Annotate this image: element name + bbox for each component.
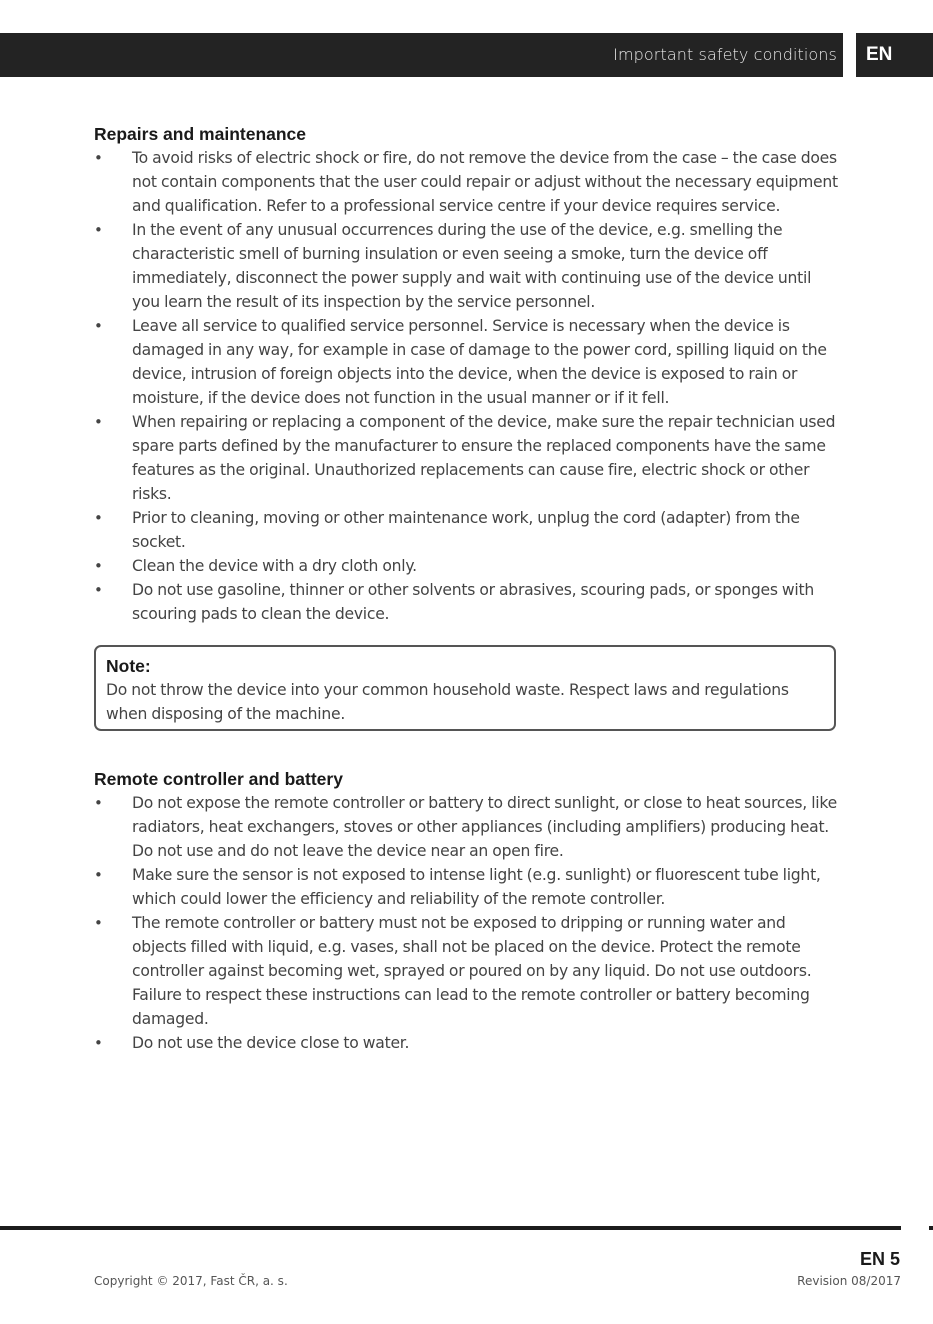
note-text: Do not throw the device into your common household waste. Respect laws and regulations when disposing of the machine. — [106, 681, 789, 723]
bullet-icon: • — [94, 413, 103, 431]
list-item-text: Leave all service to qualified service personnel. Service is necessary when the device is damaged in any way, for example in case of damage to the power cord, spilling liquid on the device, intrusion of foreign objects into the device, when the device is exposed to rain or moisture, if the device does not function in the usual manner or if it fell. — [132, 317, 827, 407]
bullet-icon: • — [94, 509, 103, 527]
list-item-text: Do not use gasoline, thinner or other solvents or abrasives, scouring pads, or sponges with scouring pads to clean the device. — [132, 581, 814, 623]
list-item — [94, 146, 839, 218]
list-item-text: Do not expose the remote controller or battery to direct sunlight, or close to heat sources, like radiators, heat exchangers, stoves or other appliances (including amplifiers) producing heat. Do not use and do not leave the device near an open fire. — [132, 794, 837, 860]
footer-divider — [0, 1226, 901, 1230]
list-item — [94, 554, 839, 578]
note-box — [94, 645, 836, 731]
list-item — [94, 911, 839, 1031]
list-item — [94, 314, 839, 410]
list-item-text: Make sure the sensor is not exposed to intense light (e.g. sunlight) or fluorescent tube light, which could lower the efficiency and reliability of the remote controller. — [132, 866, 821, 908]
bullet-icon: • — [94, 221, 103, 239]
page-number: EN 5 — [859, 1249, 900, 1269]
note-title: Note: — [106, 656, 151, 676]
section-remote — [94, 767, 839, 1055]
list-item — [94, 506, 839, 554]
section-repairs — [94, 122, 839, 626]
list-item-text: Clean the device with a dry cloth only. — [132, 557, 417, 575]
bullet-icon: • — [94, 149, 103, 167]
list-item — [94, 1031, 839, 1055]
header-bar — [0, 33, 843, 77]
list-item — [94, 791, 839, 863]
header-title: Important safety conditions — [613, 45, 837, 64]
bullet-icon: • — [94, 914, 103, 932]
bullet-icon: • — [94, 581, 103, 599]
list-item — [94, 863, 839, 911]
footer-edge-mark — [929, 1226, 933, 1230]
main-content — [94, 122, 839, 1055]
list-item-text: Prior to cleaning, moving or other maintenance work, unplug the cord (adapter) from the socket. — [132, 509, 800, 551]
language-label: EN — [866, 44, 893, 65]
section-heading-repairs: Repairs and maintenance — [94, 124, 307, 144]
list-item — [94, 578, 839, 626]
remote-list — [94, 791, 839, 1055]
list-item-text: The remote controller or battery must not be exposed to dripping or running water and objects filled with liquid, e.g. vases, shall not be placed on the device. Protect the remote controller against becoming wet, sprayed or poured on by any liquid. Do not use outdoors. Failure to respect these instructions can lead to the remote controller or battery becoming damaged. — [132, 914, 812, 1028]
language-tab — [856, 33, 933, 77]
revision-text: Revision 08/2017 — [797, 1274, 901, 1288]
bullet-icon: • — [94, 557, 103, 575]
copyright-text: Copyright © 2017, Fast ČR, a. s. — [94, 1274, 288, 1288]
list-item-text: To avoid risks of electric shock or fire, do not remove the device from the case – the case does not contain components that the user could repair or adjust without the necessary equipment and qualification. Refer to a professional service centre if your device requires service. — [132, 149, 838, 215]
list-item-text: In the event of any unusual occurrences during the use of the device, e.g. smelling the characteristic smell of burning insulation or even seeing a smoke, turn the device off immediately, disconnect the power supply and wait with continuing use of the device until you learn the result of its inspection by the service personnel. — [132, 221, 812, 311]
list-item-text: When repairing or replacing a component of the device, make sure the repair technician used spare parts defined by the manufacturer to ensure the replaced components have the same features as the original. Unauthorized replacements can cause fire, electric shock or other risks. — [132, 413, 836, 503]
bullet-icon: • — [94, 794, 103, 812]
list-item — [94, 410, 839, 506]
section-heading-remote: Remote controller and battery — [94, 769, 343, 789]
bullet-icon: • — [94, 1034, 103, 1052]
bullet-icon: • — [94, 866, 103, 884]
bullet-icon: • — [94, 317, 103, 335]
list-item — [94, 218, 839, 314]
list-item-text: Do not use the device close to water. — [132, 1034, 410, 1052]
repairs-list — [94, 146, 839, 626]
